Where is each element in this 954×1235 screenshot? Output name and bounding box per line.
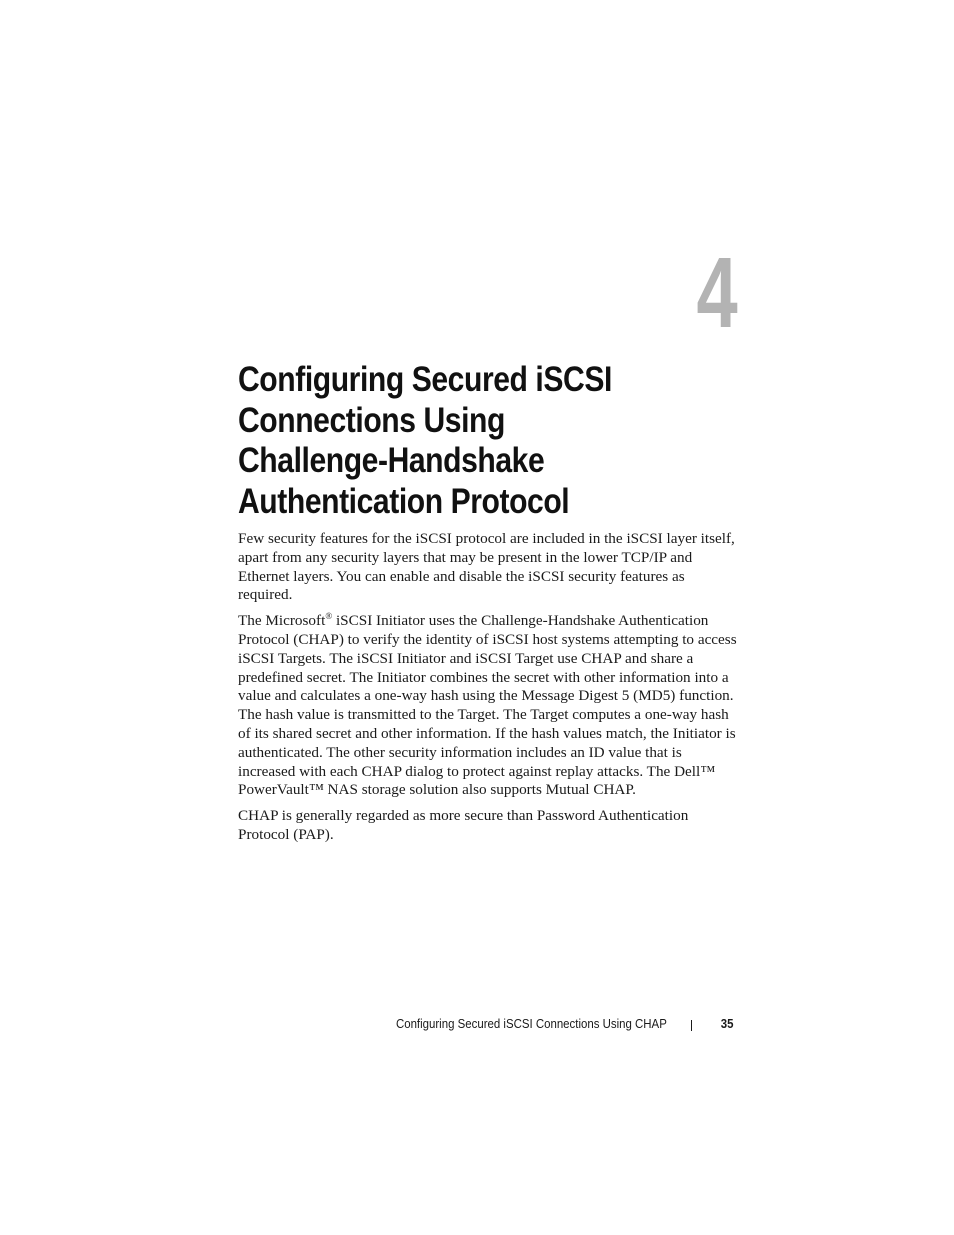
- paragraph-chap-body: iSCSI Initiator uses the Challenge-Handshake Authentication Protocol (CHAP) to verify the identity of iSCSI host systems attempting to access iSCSI Targets. The iSCSI Initiator and iSCSI Target use CHAP and share a predefined secret. The Initiator combines the secret with other information into a value and calculates a one-way hash using the Message Digest 5 (MD5) function. The hash value is transmitted to the Target. The Target computes a one-way hash of its shared secret and other information. If the hash values match, the Initiator is authenticated. The other security information includes an ID value that is increased with each CHAP dialog to protect against replay attacks. The Dell™ PowerVault™ NAS storage solution also supports Mutual CHAP.: [238, 612, 737, 799]
- paragraph-chap-description: [238, 612, 738, 800]
- footer-separator: [691, 1020, 692, 1031]
- registered-mark: ®: [325, 611, 333, 622]
- chapter-title: [238, 360, 738, 522]
- paragraph-security-features: Few security features for the iSCSI protocol are included in the iSCSI layer itself, apart from any security layers that may be present in the lower TCP/IP and Ethernet layers. You can enable and disable the iSCSI security features as required.: [238, 530, 735, 604]
- footer-page-number: 35: [720, 1016, 733, 1031]
- chapter-number: 4: [696, 237, 738, 349]
- paragraph-chap-lead: The Microsoft: [238, 612, 326, 630]
- chapter-title-line-3: Challenge-Handshake: [238, 441, 545, 480]
- body-text: [238, 530, 738, 852]
- chapter-title-line-1: Configuring Secured iSCSI: [238, 360, 612, 399]
- chapter-title-line-4: Authentication Protocol: [238, 481, 570, 521]
- paragraph-chap-vs-pap: CHAP is generally regarded as more secure than Password Authentication Protocol (PAP).: [238, 807, 689, 843]
- chapter-title-line-2: Connections Using: [238, 400, 505, 440]
- footer-running-title: Configuring Secured iSCSI Connections Using CHAP: [396, 1016, 667, 1031]
